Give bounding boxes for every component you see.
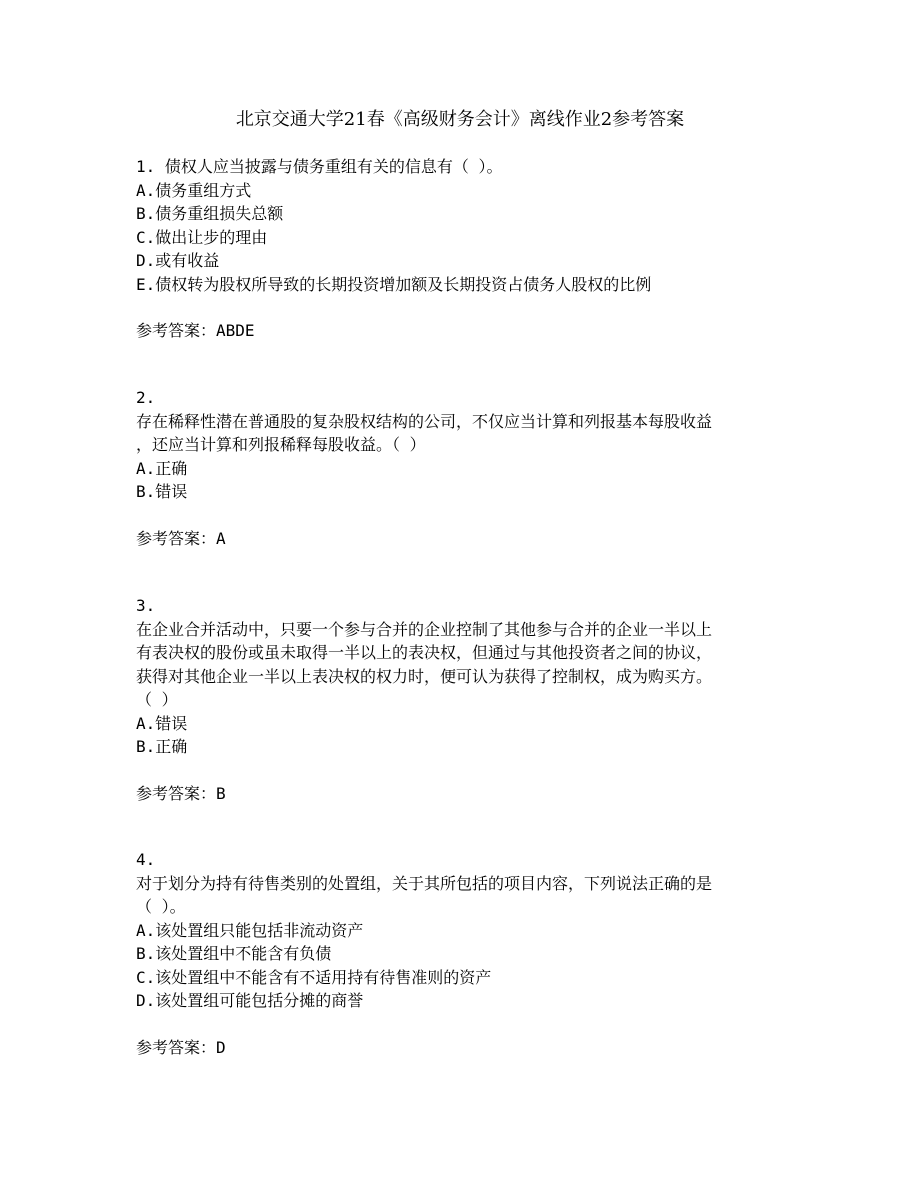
- question-stem-line: （ ）: [136, 690, 178, 709]
- question-1: [136, 155, 796, 343]
- question-stem-line: 在企业合并活动中，只要一个参与合并的企业控制了其他参与合并的企业一半以上: [136, 619, 713, 639]
- option-a: A.该处置组只能包括非流动资产: [136, 920, 364, 940]
- option-d: D.或有收益: [136, 251, 220, 270]
- answer-text: 参考答案：ABDE: [136, 321, 255, 340]
- question-stem-line: ，还应当计算和列报稀释每股收益。（ ）: [136, 435, 426, 454]
- question-stem-line: （ ）。: [136, 897, 186, 916]
- option-e: E.债权转为股权所导致的长期投资增加额及长期投资占债务人股权的比例: [136, 274, 652, 294]
- option-a: A.正确: [136, 458, 188, 478]
- answer-text: 参考答案：B: [136, 783, 226, 803]
- document-title: 北京交通大学21春《高级财务会计》离线作业2参考答案: [235, 109, 685, 130]
- option-b: B.该处置组中不能含有负债: [136, 944, 332, 963]
- option-a: A.债务重组方式: [136, 180, 252, 200]
- answer-text: 参考答案：D: [136, 1037, 226, 1057]
- question-2: [136, 386, 796, 550]
- question-number: 4.: [136, 850, 156, 869]
- option-b: B.错误: [136, 482, 188, 501]
- question-4: [136, 848, 796, 1059]
- question-stem-line: 存在稀释性潜在普通股的复杂股权结构的公司，不仅应当计算和列报基本每股收益: [136, 411, 713, 431]
- question-stem-line: 有表决权的股份或虽未取得一半以上的表决权，但通过与其他投资者之间的协议，: [136, 643, 713, 662]
- question-stem-line: 对于划分为持有待售类别的处置组，关于其所包括的项目内容，下列说法正确的是: [136, 873, 713, 893]
- option-d: D.该处置组可能包括分摊的商誉: [136, 991, 364, 1010]
- answer-text: 参考答案：A: [136, 528, 226, 548]
- option-c: C.该处置组中不能含有不适用持有待售准则的资产: [136, 967, 492, 987]
- question-stem-line: 1. 债权人应当披露与债务重组有关的信息有（ ）。: [136, 157, 503, 176]
- option-b: B.正确: [136, 737, 188, 756]
- question-number: 2.: [136, 388, 156, 407]
- option-c: C.做出让步的理由: [136, 227, 268, 247]
- question-number: 3.: [136, 596, 156, 615]
- option-b: B.债务重组损失总额: [136, 204, 284, 223]
- option-a: A.错误: [136, 713, 188, 733]
- question-3: [136, 594, 796, 805]
- question-stem-line: 获得对其他企业一半以上表决权的权力时，便可认为获得了控制权，成为购买方。: [136, 666, 713, 686]
